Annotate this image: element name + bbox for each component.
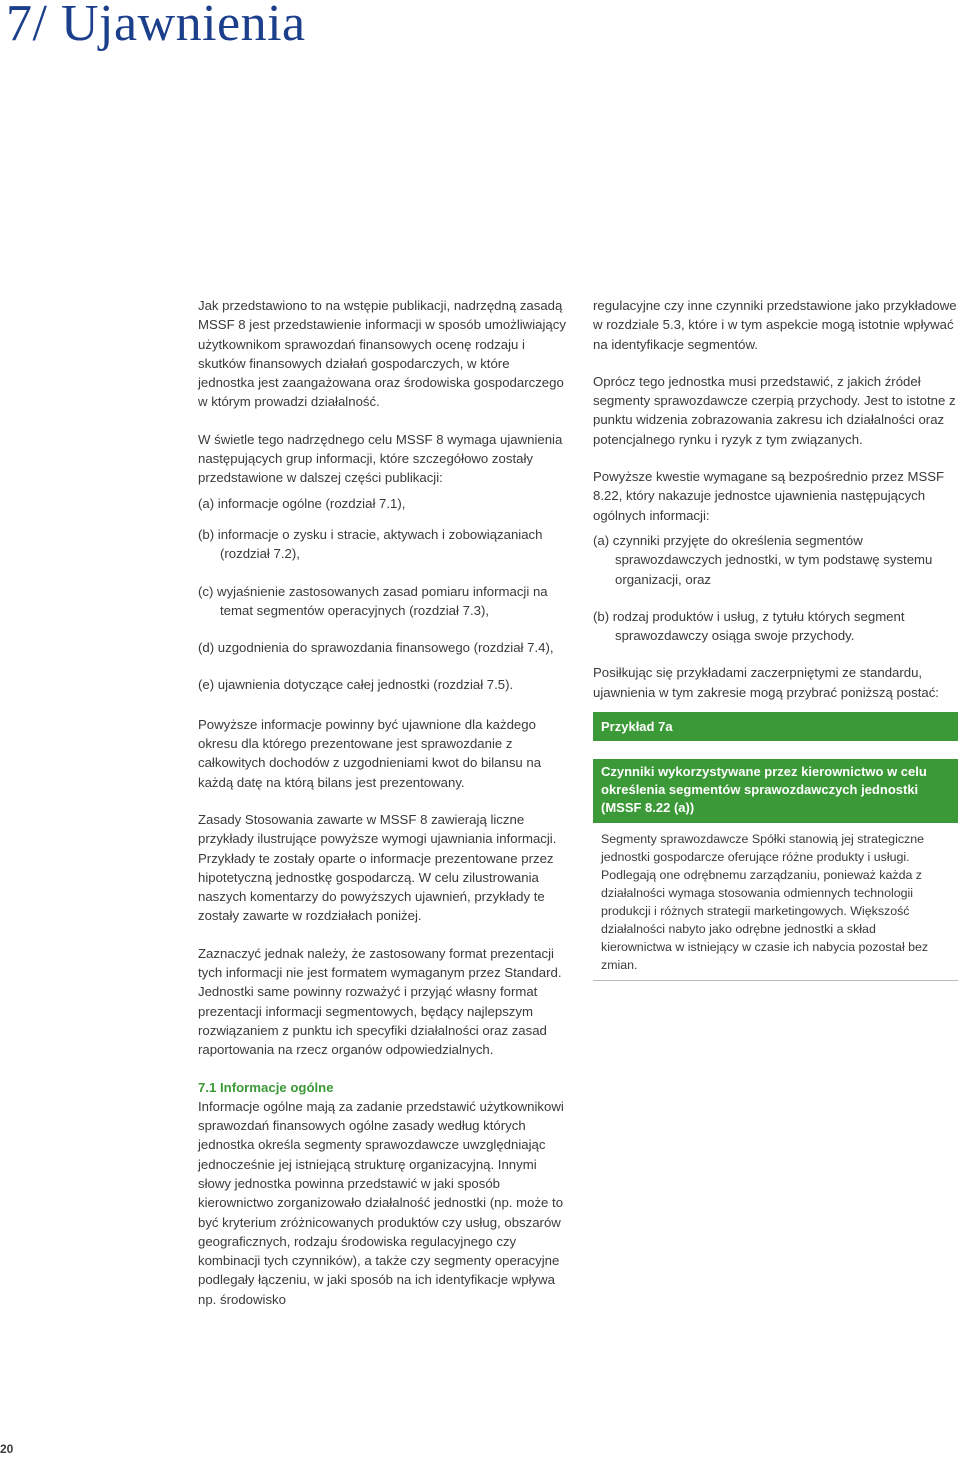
- period-paragraph: Powyższe informacje powinny być ujawnione dla każdego okresu dla którego prezentowane jest sprawozdanie z całkowitych dochodów z uzgodnieniami kwot do bilansu na każdą datę na którą bilans jest prezentowany.: [198, 716, 542, 790]
- example-intro-paragraph: Posiłkując się przykładami zaczerpniętymi ze standardu, ujawnienia w tym zakresie mogą przybrać poniższą postać:: [593, 665, 939, 700]
- general-info-section: [198, 1078, 568, 1310]
- regulatory-paragraph: regulacyjne czy inne czynniki przedstawione jako przykładowe w rozdziale 5.3, które i w tym aspekcie mogą istotnie wpływać na identyfikacje segmentów.: [593, 298, 957, 352]
- example-title: Czynniki wykorzystywane przez kierownictwo w celu określenia segmentów sprawozdawczych jednostki (MSSF 8.22 (a)): [593, 759, 958, 823]
- revenue-sources-paragraph: Oprócz tego jednostka musi przedstawić, z jakich źródeł segmenty sprawozdawcze czerpią przychody. Jest to istotne z punktu widzenia zobrazowania zakresu ich działalności oraz potencjalnego rynku i ryzyk z tym związanych.: [593, 373, 956, 447]
- examples-paragraph: Zasady Stosowania zawarte w MSSF 8 zawierają liczne przykłady ilustrujące powyższe wymogi ujawniania informacji. Przykłady te zostały oparte o informacje prezentowane przez hipotetyczną jednostkę gospodarczą. W celu zilustrowania naszych komentarzy do powyższych ujawnień, przykłady te zostały zawarte w rozdziałach poniżej.: [198, 811, 557, 924]
- list-item: (a) czynniki przyjęte do określenia segmentów sprawozdawczych jednostki, w tym podstawę systemu organizacji, oraz: [593, 532, 933, 587]
- right-column: [593, 296, 958, 981]
- disclosure-groups-list: [198, 494, 568, 695]
- mssf-requirements-list: [593, 531, 958, 645]
- example-label: Przykład 7a: [593, 712, 958, 741]
- left-column: [198, 296, 568, 1309]
- page-title: 7/ Ujawnienia: [6, 0, 306, 52]
- example-box: [593, 712, 958, 981]
- section-heading: 7.1 Informacje ogólne: [198, 1079, 334, 1095]
- page-number: 20: [0, 1442, 14, 1456]
- requirements-paragraph: W świetle tego nadrzędnego celu MSSF 8 wymaga ujawnienia następujących grup informacji, które szczegółowo zostały przedstawione w dalszej części publikacji:: [198, 431, 563, 486]
- list-item: (e) ujawnienia dotyczące całej jednostki (rozdział 7.5).: [198, 677, 514, 693]
- format-paragraph: Zaznaczyć jednak należy, że zastosowany format prezentacji tych informacji nie jest formatem wymaganym przez Standard. Jednostki same powinny rozważyć i przyjąć własny format prezentacji informacji segmentowych, będący najlepszym rozwiązaniem z punktu ich specyfiki działalności oraz zasad raportowania na rzecz organów odpowiedzialnych.: [198, 945, 562, 1058]
- intro-paragraph: Jak przedstawiono to na wstępie publikacji, nadrzędną zasadą MSSF 8 jest przedstawienie informacji w sposób umożliwiający użytkownikom sprawozdań finansowych ocenę rodzaju i skutków finansowych działań gospodarczych, w które jednostka jest zaangażowana oraz środowiska gospodarczego w którym prowadzi działalność.: [198, 298, 566, 410]
- general-info-paragraph: Informacje ogólne mają za zadanie przedstawić użytkownikowi sprawozdań finansowych ogólne zasady według których jednostka określa segmenty sprawozdawcze uwzględniając jednocześnie jej istniejącą strukturę organizacyjną. Innymi słowy jednostka powinna przedstawić w jaki sposób kierownictwo zorganizowało działalność jednostki (np. może to być kryterium zróżnicowanych produktów czy usług, obszarów geograficznych, rodzaju środowiska regulacyjnego czy kombinacji tych czynników), a także czy segmenty operacyjne podlegały łączeniu, w jaki sposób na ich identyfikacje wpływa np. środowisko: [198, 1098, 564, 1307]
- list-item: (b) informacje o zysku i stracie, aktywach i zobowiązaniach (rozdział 7.2),: [198, 526, 543, 562]
- list-item: (a) informacje ogólne (rozdział 7.1),: [198, 495, 406, 511]
- list-item: (c) wyjaśnienie zastosowanych zasad pomiaru informacji na temat segmentów operacyjnych (rozdział 7.3),: [198, 583, 548, 618]
- list-item: (d) uzgodnienia do sprawozdania finansowego (rozdział 7.4),: [198, 640, 554, 656]
- mssf-paragraph: Powyższe kwestie wymagane są bezpośrednio przez MSSF 8.22, który nakazuje jednostce ujawnienia następujących ogólnych informacji:: [593, 469, 945, 523]
- list-item: (b) rodzaj produktów i usług, z tytułu których segment sprawozdawczy osiąga swoje przychody.: [593, 608, 905, 644]
- example-body: Segmenty sprawozdawcze Spółki stanowią jej strategiczne jednostki gospodarcze oferujące różne produkty i usługi. Podlegają one odrębnemu zarządzaniu, ponieważ każda z działalności wymaga stosowania odmiennych technologii produkcji i różnych strategii marketingowych. Większość działalności nabyto jako odrębne jednostki a skład kierownictwa w istniejący w czasie ich nabycia pozostał bez zmian.: [593, 823, 958, 981]
